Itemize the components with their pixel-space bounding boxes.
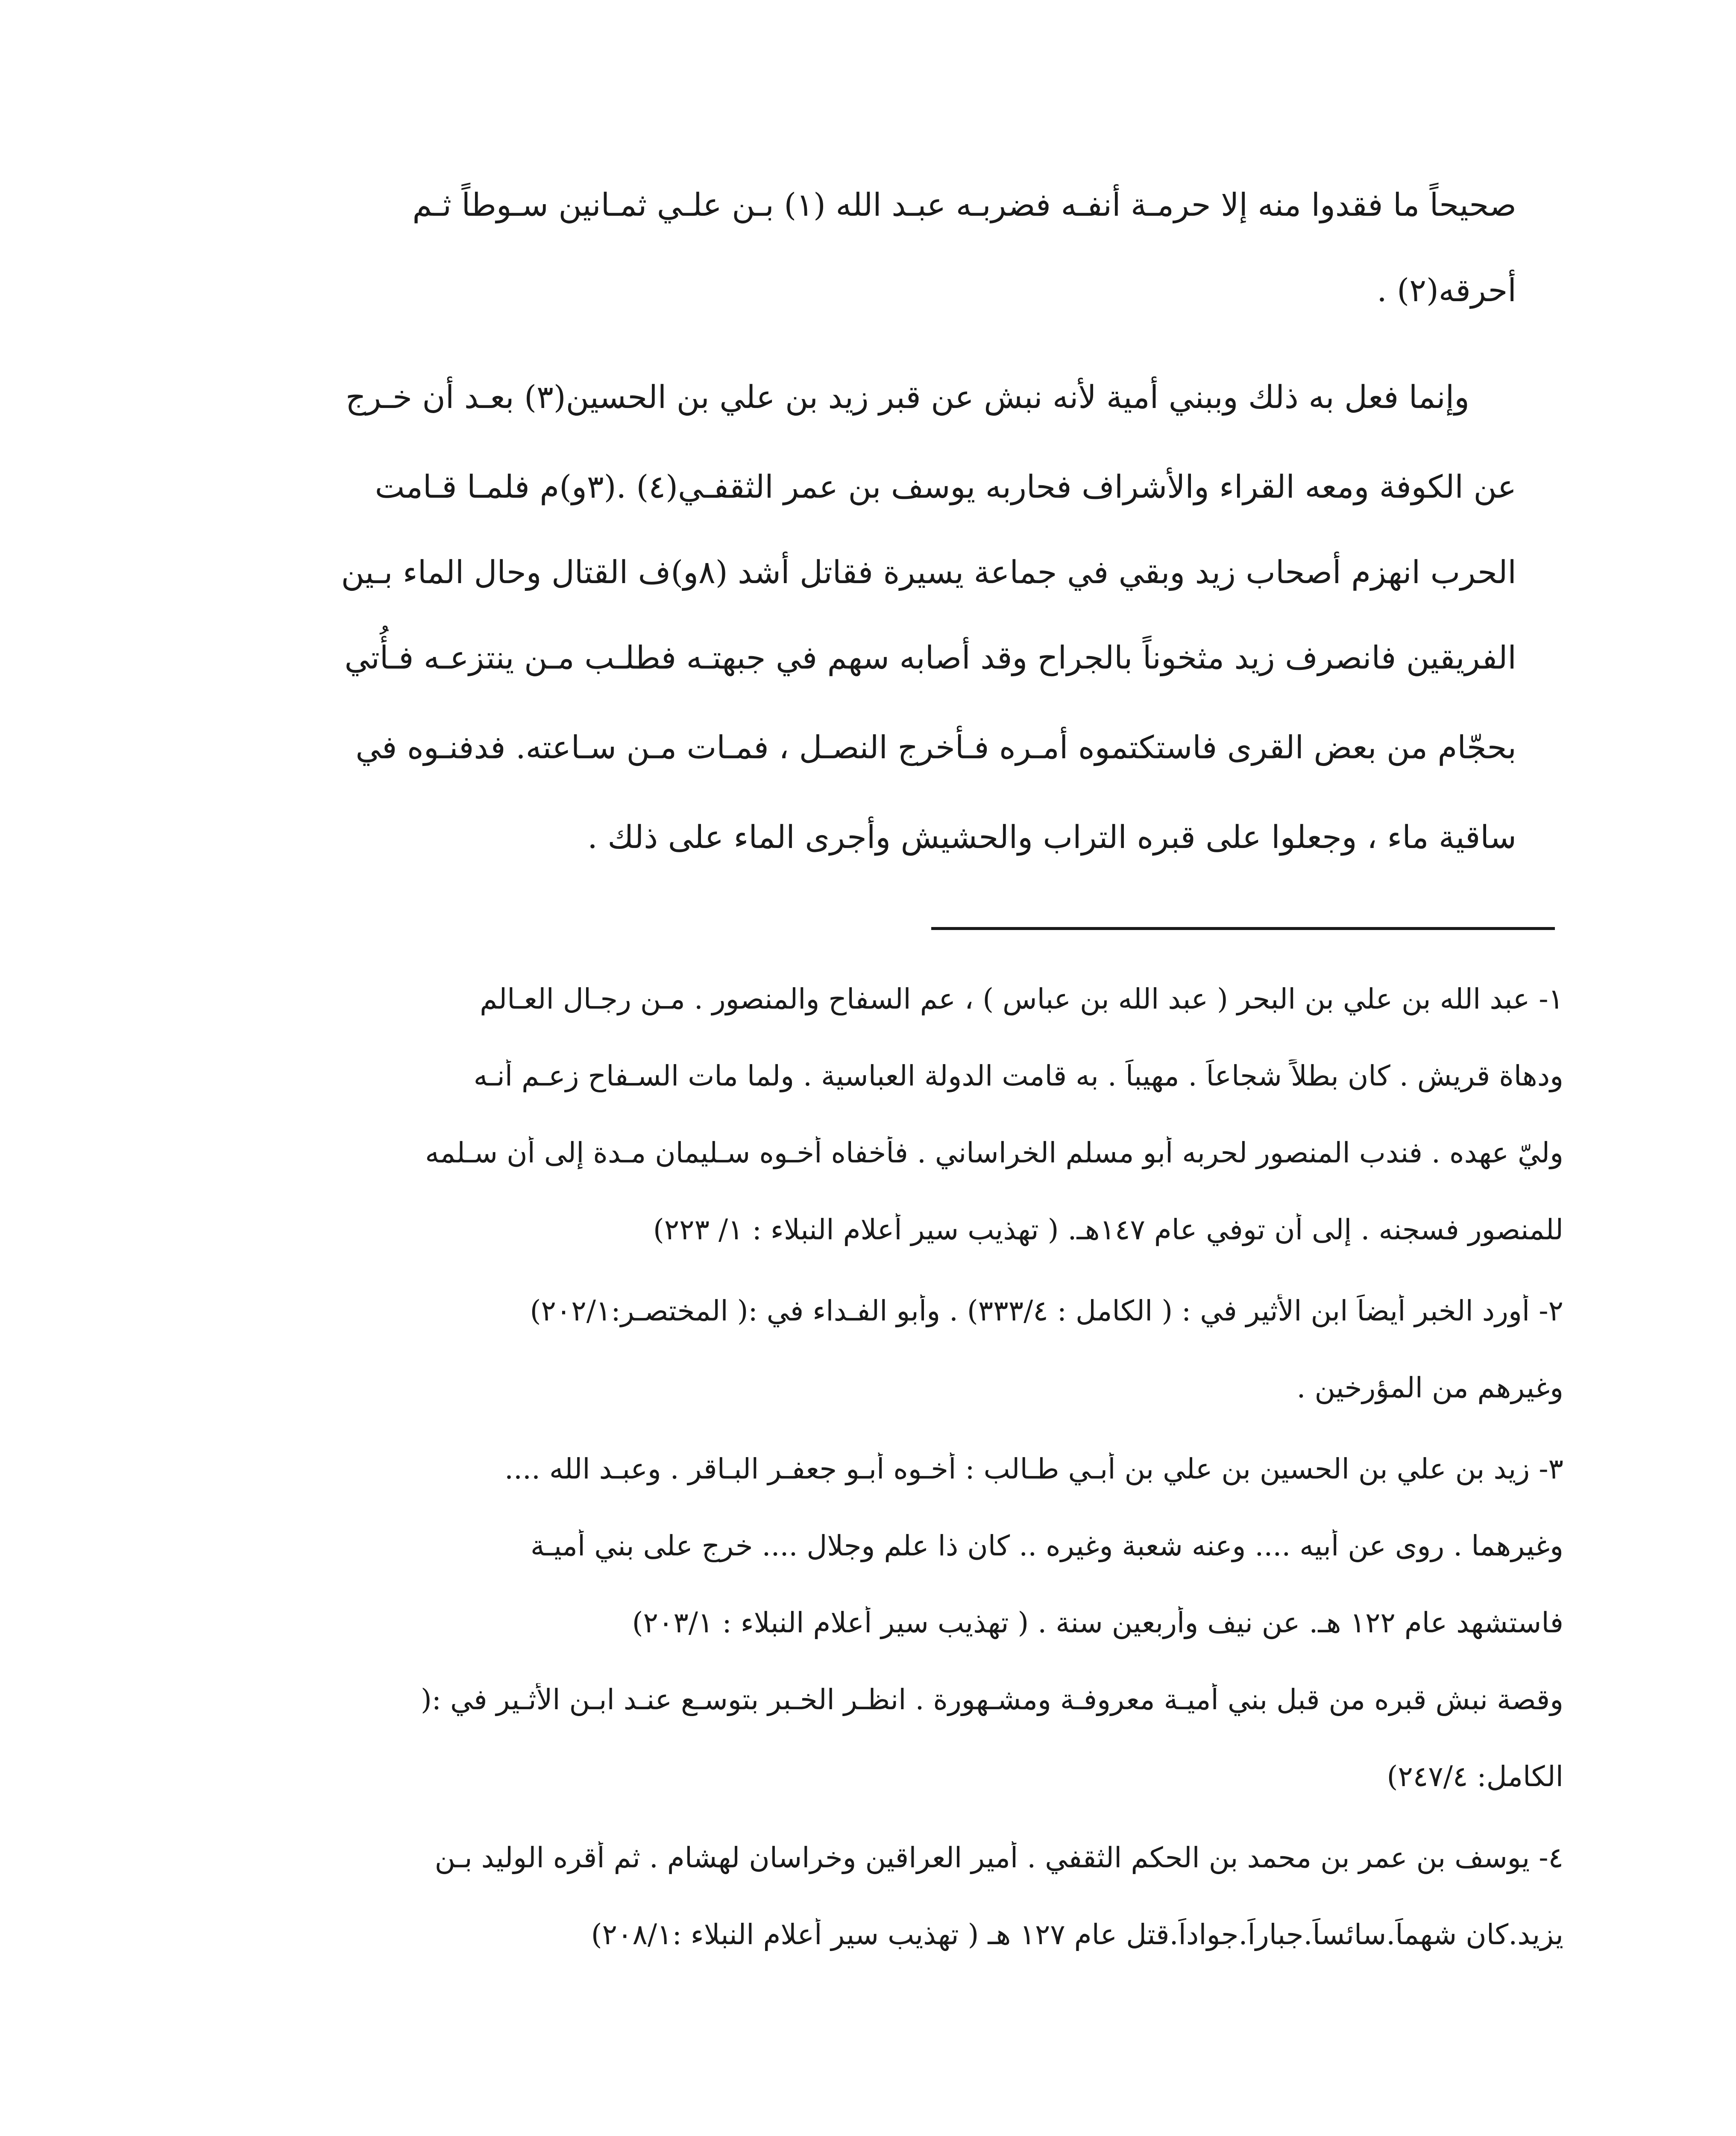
body-line: صحيحاً ما فقدوا منه إلا حرمـة أنفـه فضربـه عبـد الله (١) بـن علـي ثمـانين سـوطاً ثـم xyxy=(412,187,1516,223)
footnote-line: ١- عبد الله بن علي بن البحر ( عبد الله بن عباس ) ، عم السفاح والمنصور . مـن رجـال العـالم xyxy=(480,983,1563,1015)
footnote-line: وغيرهما . روى عن أبيه .... وعنه شعبة وغيره .. كان ذا علم وجلال .... خرج على بني أميـة xyxy=(530,1529,1563,1562)
footnote-line: ودهاة قريش . كان بطلاً شجاعاً . مهيباً . به قامت الدولة العباسية . ولما مات السـفاح زعـم أنـه xyxy=(473,1059,1563,1092)
body-line: وإنما فعل به ذلك وببني أمية لأنه نبش عن قبر زيد بن علي بن الحسين(٣) بعـد أن خـرج xyxy=(345,379,1469,416)
body-line: عن الكوفة ومعه القراء والأشراف فحاربه يوسف بن عمر الثقفـي(٤) .(٣و)م فلمـا قـامت xyxy=(375,469,1516,505)
body-line: بحجّام من بعض القرى فاستكتموه أمـره فـأخرج النصـل ، فمـات مـن سـاعته. فدفنـوه في xyxy=(355,729,1516,766)
footnote-line: للمنصور فسجنه . إلى أن توفي عام ١٤٧هـ. ( تهذيب سير أعلام النبلاء : ١/ ٢٢٣) xyxy=(653,1213,1563,1246)
footnote-line: وغيرهم من المؤرخين . xyxy=(1296,1371,1563,1404)
body-line: أحرقه(٢) . xyxy=(1377,272,1516,309)
footnote-line: وقصة نبش قبره من قبل بني أميـة معروفـة ومشـهورة . انظـر الخـبر بتوسـع عنـد ابـن الأثـير في :( xyxy=(421,1683,1563,1716)
footnote-separator xyxy=(931,927,1555,930)
footnote-line: ٢- أورد الخبر أيضاً ابن الأثير في : ( الكامل : ٣٣٣/٤) . وأبو الفـداء في :( المختصـر:٢٠٢/١) xyxy=(530,1294,1563,1327)
footnote-line: ٤- يوسف بن عمر بن محمد بن الحكم الثقفي . أمير العراقين وخراسان لهشام . ثم أقره الوليد بـن xyxy=(434,1841,1563,1874)
body-line: ساقية ماء ، وجعلوا على قبره التراب والحشيش وأجرى الماء على ذلك . xyxy=(587,819,1516,856)
body-line: الحرب انهزم أصحاب زيد وبقي في جماعة يسيرة فقاتل أشد (٨و)ف القتال وحال الماء بـين xyxy=(341,554,1516,591)
footnote-line: فاستشهد عام ١٢٢ هـ. عن نيف وأربعين سنة . ( تهذيب سير أعلام النبلاء : ٢٠٣/١) xyxy=(632,1606,1563,1639)
body-line: الفريقين فانصرف زيد مثخوناً بالجراح وقد أصابه سهم في جبهتـه فطلـب مـن ينتزعـه فـأُتي xyxy=(344,640,1516,676)
footnote-line: الكامل: ٢٤٧/٤) xyxy=(1387,1760,1563,1793)
footnote-line: ٣- زيد بن علي بن الحسين بن علي بن أبـي طـالب : أخـوه أبـو جعفـر البـاقر . وعبـد الله .... xyxy=(504,1452,1563,1485)
footnote-line: وليّ عهده . فندب المنصور لحربه أبو مسلم الخراساني . فأخفاه أخـوه سـليمان مـدة إلى أن سـلمه xyxy=(425,1136,1563,1169)
footnote-line: يزيد.كان شهماً.سائساً.جباراً.جواداً.قتل عام ١٢٧ هـ ( تهذيب سير أعلام النبلاء :٢٠٨/١) xyxy=(591,1918,1563,1951)
